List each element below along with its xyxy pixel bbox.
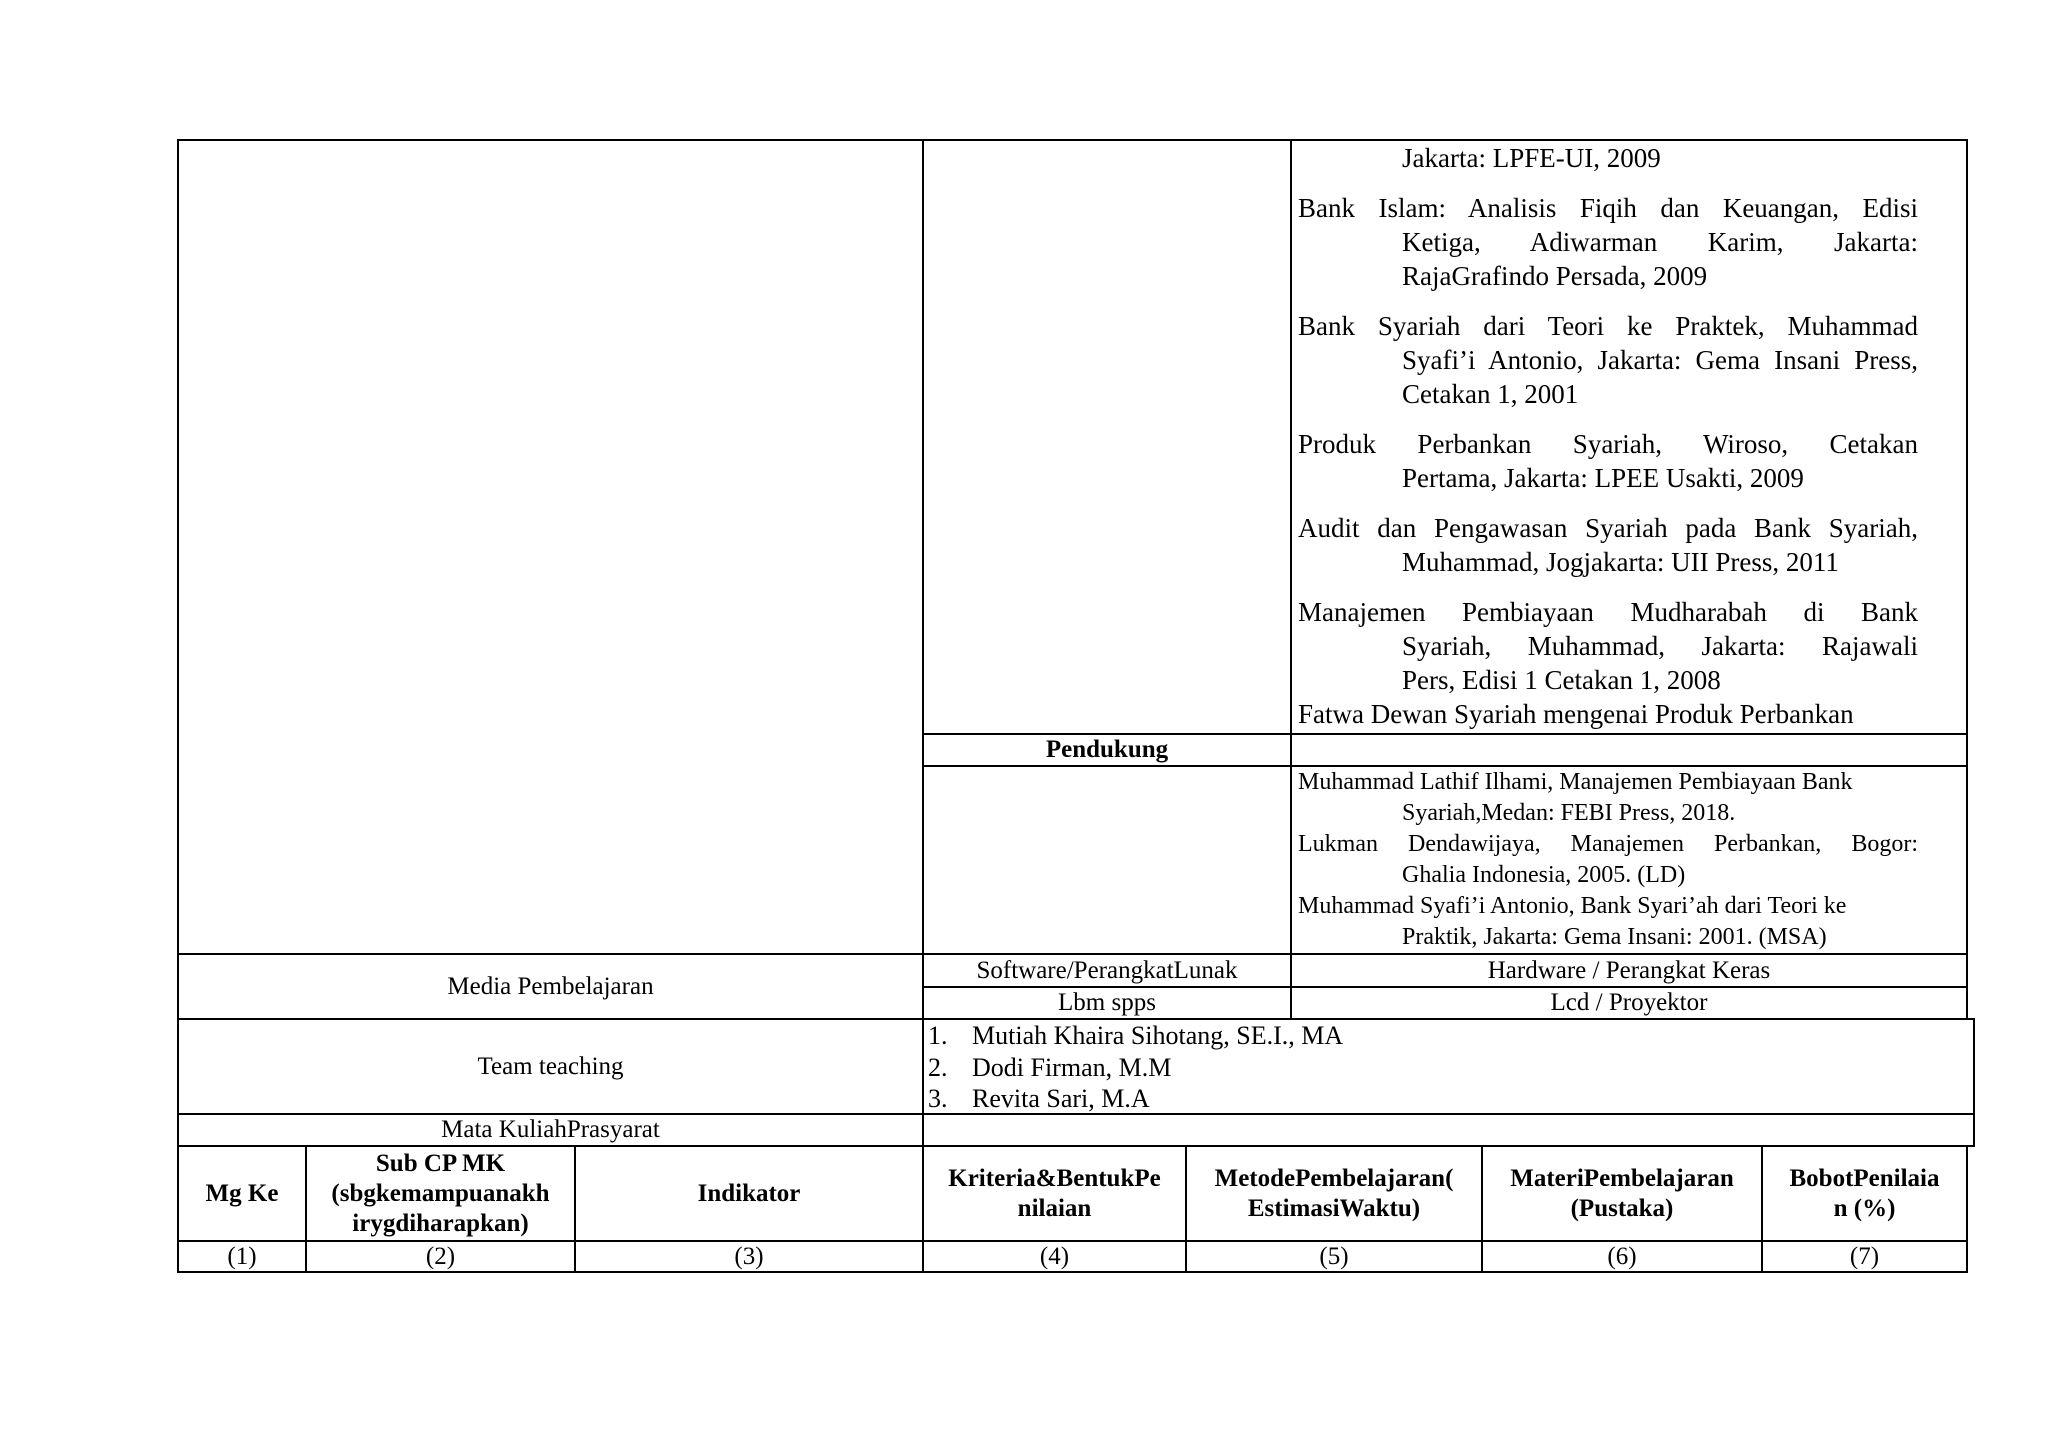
prerequisite-label: Mata KuliahPrasyarat: [441, 1116, 660, 1143]
supporting-references: [1298, 767, 1918, 953]
reference-item: Produk Perbankan Syariah, Wiroso, Cetakan Pertama, Jakarta: LPEE Usakti, 2009: [1298, 429, 1918, 493]
header-learning-method: MetodePembelajaran( EstimasiWaktu): [1214, 1164, 1454, 1222]
team-member: 3. Revita Sari, M.A: [928, 1084, 1150, 1113]
column-number: (6): [1607, 1242, 1637, 1270]
reference-item: Bank Islam: Analisis Fiqih dan Keuangan, Edisi Ketiga, Adiwarman Karim, Jakarta: RajaGrafindo Persada, 2009: [1298, 193, 1918, 291]
header-assessment-weight: BobotPenilaia n (%): [1789, 1164, 1940, 1222]
table-border: [1973, 1018, 1975, 1146]
hardware-header: Hardware / Perangkat Keras: [1487, 956, 1771, 984]
reference-item: Manajemen Pembiayaan Mudharabah di Bank Syariah, Muhammad, Jakarta: Rajawali Pers, Edisi 1 Cetakan 1, 2008: [1298, 597, 1918, 695]
header-learning-material: MateriPembelajaran (Pustaka): [1510, 1164, 1734, 1222]
media-label: Media Pembelajaran: [447, 972, 654, 1000]
main-references: [1298, 141, 1918, 731]
column-number: (5): [1319, 1242, 1349, 1270]
software-header: Software/PerangkatLunak: [976, 956, 1238, 984]
supporting-label: Pendukung: [1045, 736, 1169, 763]
reference-continuation: Jakarta: LPFE-UI, 2009: [1402, 143, 1661, 173]
supporting-reference-item: Muhammad Lathif Ilhami, Manajemen Pembiayaan Bank Syariah,Medan: FEBI Press, 2018.: [1298, 769, 1853, 826]
table-border: [177, 1271, 1968, 1273]
reference-item: Fatwa Dewan Syariah mengenai Produk Perbankan: [1298, 699, 1854, 729]
column-number: (3): [734, 1242, 764, 1270]
column-number: (1): [227, 1242, 257, 1270]
table-border: [1966, 1145, 1968, 1273]
team-members: [928, 1020, 1343, 1115]
hardware-value: Lcd / Proyektor: [1550, 989, 1708, 1016]
header-sub-cp-mk: Sub CP MK (sbgkemampuanakh irygdiharapkan): [331, 1149, 550, 1237]
column-number: (7): [1849, 1242, 1880, 1270]
supporting-reference-item: Lukman Dendawijaya, Manajemen Perbankan, Bogor: Ghalia Indonesia, 2005. (LD): [1298, 831, 1918, 888]
team-member: 1. Mutiah Khaira Sihotang, SE.I., MA: [928, 1021, 1344, 1050]
table-border: [1966, 139, 1968, 1019]
prerequisite-value: [924, 1115, 1973, 1145]
reference-item: Audit dan Pengawasan Syariah pada Bank Syariah, Muhammad, Jogjakarta: UII Press, 2011: [1298, 513, 1918, 577]
software-value: Lbm spps: [1058, 989, 1156, 1016]
column-number: (2): [425, 1242, 456, 1270]
header-assessment-criteria: Kriteria&BentukPe nilaian: [948, 1164, 1161, 1222]
header-indicator: Indikator: [697, 1179, 801, 1207]
supporting-reference-item: Muhammad Syafi’i Antonio, Bank Syari’ah dari Teori ke Praktik, Jakarta: Gema Insani: 2001. (MSA): [1298, 893, 1847, 950]
header-week: Mg Ke: [205, 1179, 279, 1207]
reference-item: Bank Syariah dari Teori ke Praktek, Muhammad Syafi’i Antonio, Jakarta: Gema Insani Press, Cetakan 1, 2001: [1298, 311, 1918, 409]
team-teaching-label: Team teaching: [477, 1052, 624, 1080]
team-member: 2. Dodi Firman, M.M: [928, 1052, 1172, 1082]
table-border: [1290, 139, 1292, 1019]
column-number: (4): [1039, 1242, 1070, 1270]
